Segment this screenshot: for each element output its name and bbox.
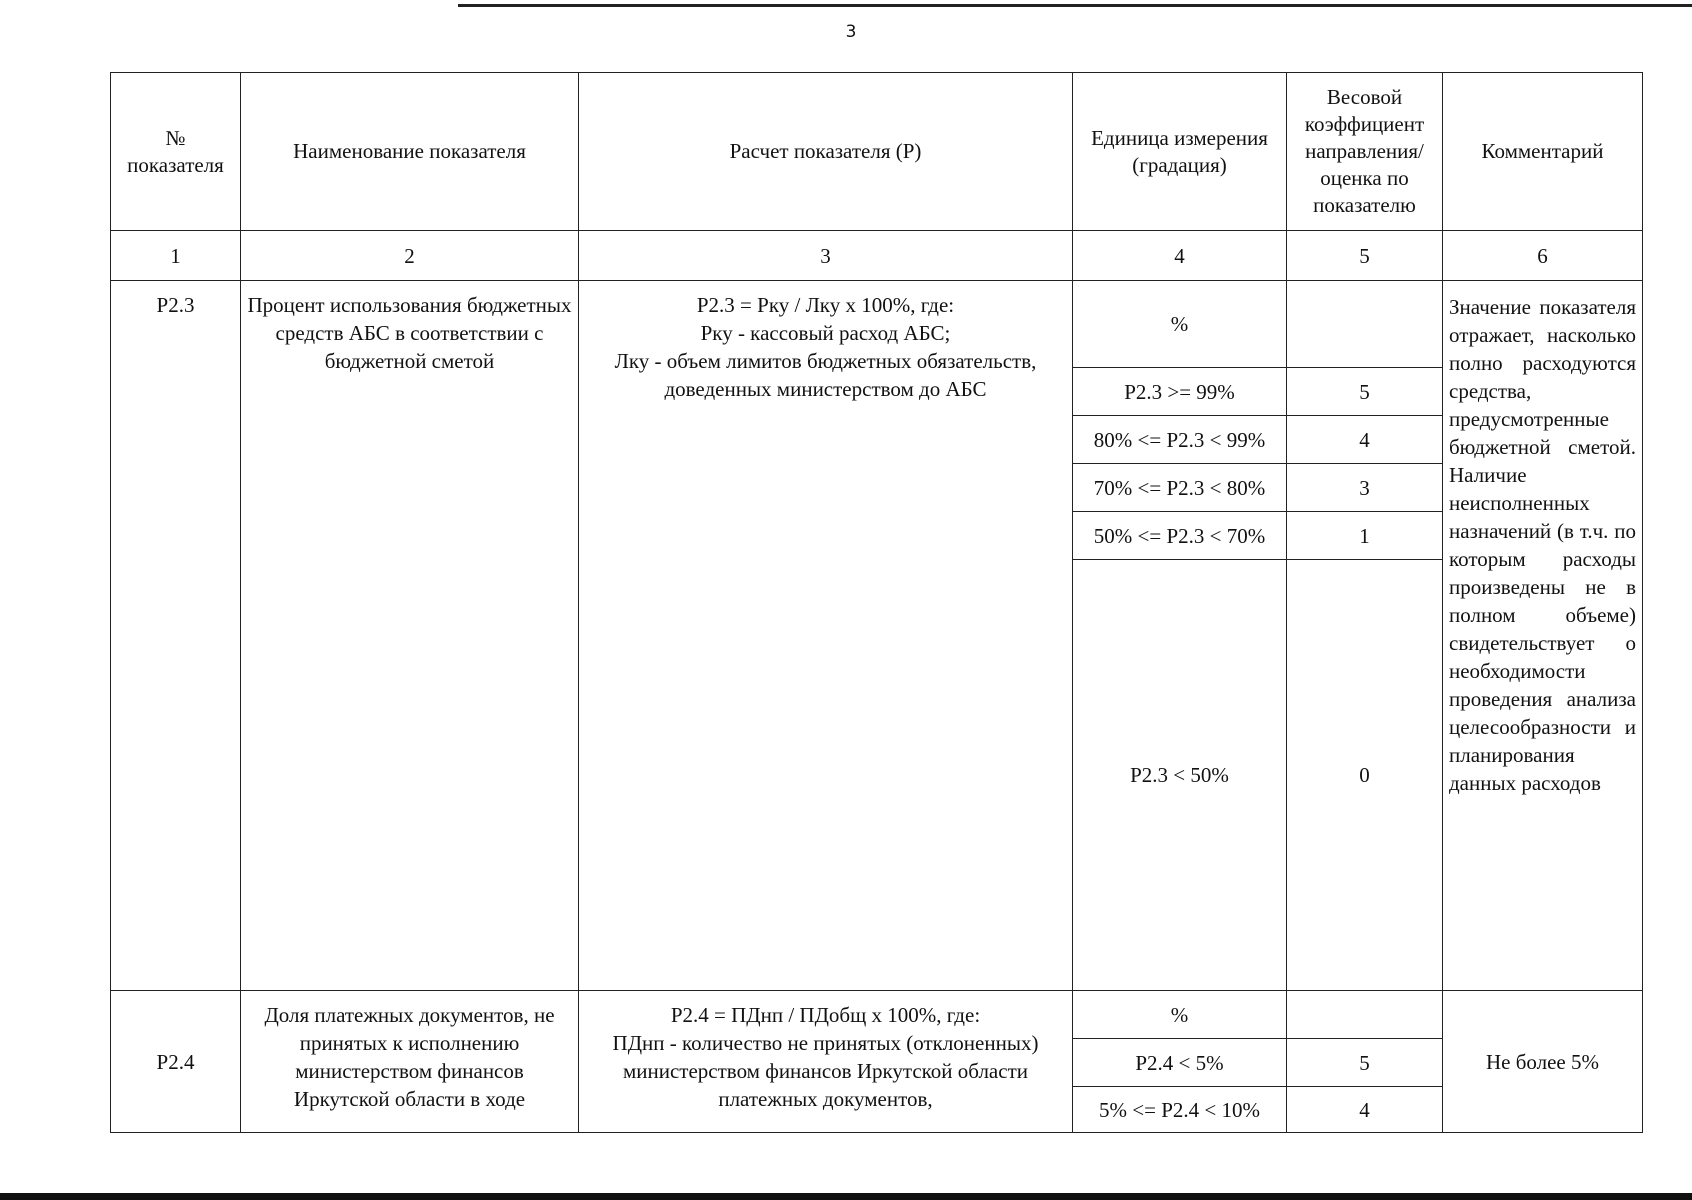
p24-name: Доля платежных документов, не принятых к исполнению министерством финансов Иркутской области в ходе xyxy=(241,991,579,1133)
column-number: 6 xyxy=(1443,231,1643,281)
p23-grade-score: 5 xyxy=(1287,368,1443,416)
p23-calc-line: Рку - кассовый расход АБС; xyxy=(700,321,951,345)
header-calculation: Расчет показателя (Р) xyxy=(579,73,1073,231)
p24-calc-line: ПДнп - количество не принятых (отклоненных) министерством финансов Иркутской области платежных документов, xyxy=(612,1031,1039,1111)
p24-unit: % xyxy=(1073,991,1287,1039)
header-weight: Весовой коэффициент направления/ оценка по показателю xyxy=(1287,73,1443,231)
p24-unit-score xyxy=(1287,991,1443,1039)
column-number: 1 xyxy=(111,231,241,281)
column-number: 2 xyxy=(241,231,579,281)
p24-unit-row xyxy=(111,991,1643,1039)
p23-grade-score: 3 xyxy=(1287,464,1443,512)
p23-unit: % xyxy=(1073,281,1287,368)
p23-calculation xyxy=(579,281,1073,991)
p23-unit-row xyxy=(111,281,1643,368)
page-number: 3 xyxy=(845,22,857,42)
p23-comment-text: Значение показателя отражает, насколько полно расходуются средства, предусмотренные бюджетной сметой. Наличие неисполненных назначений (в т.ч. по которым расходы произведены не в полном объеме) свидетельствует о необходимости проведения анализа целесообразности и планирования данных расходов xyxy=(1449,295,1636,795)
header-indicator-number: № показателя xyxy=(111,73,241,231)
bottom-rule xyxy=(0,1193,1692,1200)
p24-grade-range: Р2.4 < 5% xyxy=(1073,1039,1287,1087)
p23-grade-range: Р2.3 < 50% xyxy=(1073,560,1287,991)
p23-grade-score: 0 xyxy=(1287,560,1443,991)
top-rule xyxy=(458,4,1692,7)
column-number: 3 xyxy=(579,231,1073,281)
p24-grade-range: 5% <= Р2.4 < 10% xyxy=(1073,1087,1287,1133)
p24-calculation xyxy=(579,991,1073,1133)
column-number: 5 xyxy=(1287,231,1443,281)
p23-grade-score: 4 xyxy=(1287,416,1443,464)
p23-name: Процент использования бюджетных средств АБС в соответствии с бюджетной сметой xyxy=(241,281,579,991)
header-row xyxy=(111,73,1643,231)
indicators-table xyxy=(110,72,1643,1133)
p23-grade-range: Р2.3 >= 99% xyxy=(1073,368,1287,416)
p23-id: Р2.3 xyxy=(111,281,241,991)
header-comment: Комментарий xyxy=(1443,73,1643,231)
column-number: 4 xyxy=(1073,231,1287,281)
p23-calc-line: Р2.3 = Рку / Лку x 100%, где: xyxy=(696,293,955,317)
p23-grade-range: 80% <= Р2.3 < 99% xyxy=(1073,416,1287,464)
p23-grade-range: 70% <= Р2.3 < 80% xyxy=(1073,464,1287,512)
p24-id: Р2.4 xyxy=(111,991,241,1133)
p23-comment xyxy=(1443,281,1643,991)
p23-grade-score: 1 xyxy=(1287,512,1443,560)
p23-unit-score xyxy=(1287,281,1443,368)
p23-grade-range: 50% <= Р2.3 < 70% xyxy=(1073,512,1287,560)
header-unit: Единица измерения (градация) xyxy=(1073,73,1287,231)
column-numbers-row xyxy=(111,231,1643,281)
p23-calc-line: Лку - объем лимитов бюджетных обязательств, доведенных министерством до АБС xyxy=(614,349,1037,401)
p24-grade-score: 4 xyxy=(1287,1087,1443,1133)
p24-calc-line: Р2.4 = ПДнп / ПДобщ x 100%, где: xyxy=(670,1003,981,1027)
p24-grade-score: 5 xyxy=(1287,1039,1443,1087)
p24-comment: Не более 5% xyxy=(1443,991,1643,1133)
header-indicator-name: Наименование показателя xyxy=(241,73,579,231)
